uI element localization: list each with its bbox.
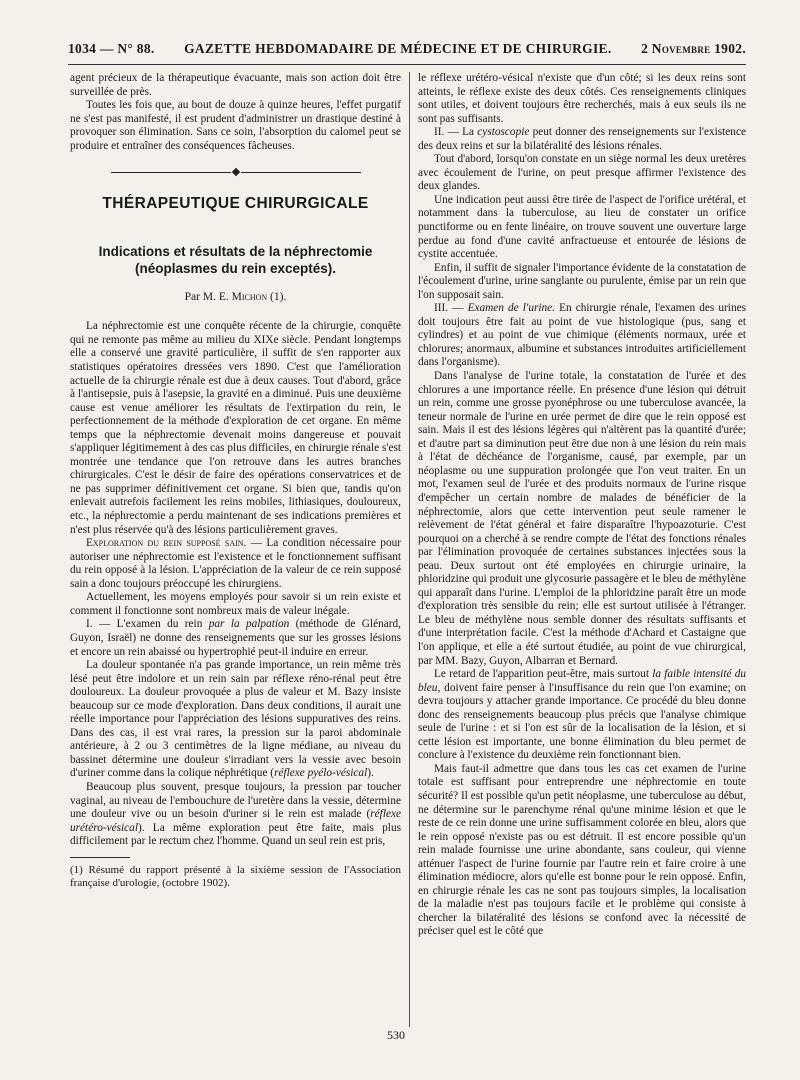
paragraph: Une indication peut aussi être tirée de l'aspect de l'orifice urétéral, et notamment dans la tuberculose, au lieu de constater un orifice punctiforme ou en fente linéaire, on trouve souvent une ouverture large perdue au fond d'une cavité anfractueuse et entourée de lésions de cystite accentuée. xyxy=(418,193,746,261)
paragraph: agent précieux de la thérapeutique évacuante, mais son action doit être surveillée de près. xyxy=(70,72,401,98)
paragraph: Dans l'analyse de l'urine totale, la constatation de l'urée et des chlorures a une importance réelle. En présence d'une lésion qui détruit un rein, comme une grosse pyonéphrose ou une tuberculose avancée, la teneur normale de l'urine en urée permet de dire que le rein opposé est sain. Mais il est des lésions légères qui n'altèrent pas la quantité d'urée; et d'autre part sa diminution peut être due non à une lésion du rein mais à l'état de déchéance de l'organisme, causé, par exemple, par un néoplasme ou une suppuration prolongée que l'on veut traiter. En un mot, l'examen seul de l'urée et des produits normaux de l'urine risque d'empêcher un certain nombre de malades de bénéficier de la néphrectomie, alors que cette intervention peut seule ramener le relèvement de l'état général et faire disparaître l'hypoazoturie. C'est pourquoi on a cherché à se rendre compte de l'état des fonctions rénales par l'élimination provoquée de certaines substances injectées sous la peau. Deux surtout ont été employées en chirurgie urinaire, la phloridzine qui produit une glycosurie passagère et le bleu de méthylène qui apparaît dans l'urine. L'emploi de la phloridzine paraît être un mode d'exploration très sensible du rein; elle est surtout utilisée à l'étranger. Le bleu de méthylène nous semble donner des résultats suffisants et d'une interprétation facile. C'est la méthode d'Achard et Castaigne que l'on applique, et elle a été surtout étudiée, au point de vue chirurgical, par MM. Bazy, Guyon, Albarran et Bernard. xyxy=(418,370,746,667)
running-header xyxy=(68,38,746,65)
issue-date: 2 Novembre 1902. xyxy=(641,41,746,56)
byline xyxy=(70,291,401,305)
paragraph: III. — Examen de l'urine. En chirurgie rénale, l'examen des urines doit toujours être fait au point de vue histologique (pus, sang et cylindres) et au point de vue chimique (éléments normaux, urée et chlorures; anormaux, albumine et substances introduites artificiellement dans l'organisme). xyxy=(418,302,747,369)
footnote-ref: (1). xyxy=(267,290,287,303)
page-issue: 1034 — N° 88. xyxy=(68,41,155,56)
paragraph: Tout d'abord, lorsqu'on constate en un siège normal les deux uretères avec écoulement de l'urine, on peut presque affirmer l'existence des deux glandes. xyxy=(418,153,746,193)
left-column xyxy=(70,72,401,890)
column-divider xyxy=(409,72,410,1027)
article-title-line-2: (néoplasmes du rein exceptés). xyxy=(134,260,337,276)
page-number: 530 xyxy=(387,1028,405,1042)
byline-prefix: Par M. E. xyxy=(184,290,232,303)
paragraph: Exploration du rein supposé sain. — La condition nécessaire pour autoriser une néphrectomie est l'existence et le fonctionnement suffisant du rein opposé à la lésion. L'appréciation de la valeur de ce rein supposé sain a donc toujours préoccupé les chirurgiens. xyxy=(70,537,401,590)
paragraph: Beaucoup plus souvent, presque toujours, la pression par toucher vaginal, au niveau de l'embouchure de l'uretère dans la vessie, détermine une douleur vive ou un besoin d'uriner si le rein est malade (réflexe urétéro-vésical). La même exploration peut être faite, mais plus difficilement par le rectum chez l'homme. Quand un seul rein est pris, xyxy=(70,780,401,848)
paragraph: Toutes les fois que, au bout de douze à quinze heures, l'effet purgatif ne s'est pas manifesté, il est prudent d'administrer un drastique destiné à provoquer son élimination. Sans ce soin, l'absorption du calomel peut se produire et entraîner des conséquences fâcheuses. xyxy=(70,99,401,152)
paragraph: Actuellement, les moyens employés pour savoir si un rein existe et comment il fonctionne sont nombreux mais de valeur inégale. xyxy=(70,591,401,617)
article-title-line-1: Indications et résultats de la néphrectomie xyxy=(98,243,373,259)
author-name: Michon xyxy=(231,290,268,303)
paragraph: La douleur spontanée n'a pas grande importance, un rein même très lésé peut être indolore et un rein sain par réflexe réno-rénal peut être douloureux. La douleur provoquée a plus de valeur et M. Bazy insiste beaucoup sur ce mode d'exploration. Dans deux conditions, il aurait une réelle importance pour l'appréciation des lésions suppuratives des reins. Dans des cas, il est vrai rares, la pression sur la paroi abdominale antérieure, à 2 ou 3 centimètres de la ligne médiane, au niveau du bassinet détermine une douleur s'irradiant vers la vessie avec besoin d'uriner comme dans la colique néphrétique (réflexe pyélo-vésical). xyxy=(70,659,401,780)
journal-title: GAZETTE HEBDOMADAIRE DE MÉDECINE ET DE CHIRURGIE. xyxy=(184,41,612,56)
right-column xyxy=(418,72,746,939)
section-ornament xyxy=(70,169,401,175)
paragraph: Enfin, il suffit de signaler l'importance évidente de la constatation de l'écoulement d'urine, urine sanglante ou purulente, émise par un rein que l'on supposait sain. xyxy=(418,261,746,301)
footnote-rule xyxy=(70,857,130,858)
paragraph: II. — La cystoscopie peut donner des renseignements sur l'existence des deux reins et sur la bilatéralité des lésions rénales. xyxy=(418,126,746,152)
paragraph: Le retard de l'apparition peut-être, mais surtout la faible intensité du bleu, doivent faire penser à l'insuffisance du rein que l'on examine; on devra toujours y attacher grande importance. Ce procédé du bleu donne donc des renseignements beaucoup plus précis que l'analyse chimique seule de l'urine : et si l'on est sûr de la localisation de la lésion, et si cette lésion est importante, une bonne élimination du bleu permet de conclure à l'existence du deuxième rein fonctionnant bien. xyxy=(418,668,747,762)
paragraph: Mais faut-il admettre que dans tous les cas cet examen de l'urine totale est suffisant pour entreprendre une néphrectomie en toute sécurité? Il est possible qu'un petit néoplasme, une tuberculose au début, ne détermine sur le parenchyme rénal qu'une minime lésion et que le reste de ce rein donne une urine suffisamment colorée en bleu, alors que le rein opposé n'existe pas ou est détruit. Il est encore possible qu'un rein malade fournisse une urine abondante, sans couleur, qui vienne atténuer l'aspect de l'urine fournie par l'autre rein et faire croire à une élimination médiocre, alors qu'elle est bonne pour le rein opposé. Enfin, en chirurgie rénale les cas ne sont pas toujours simples, la localisation de la maladie n'est pas toujours facile et le problème qui consiste à chercher la bilatéralité des lésions se confond avec la nécessité de préciser quel est le côté que xyxy=(418,762,746,938)
paragraph: La néphrectomie est une conquête récente de la chirurgie, conquête qui ne remonte pas même au milieu du XIXe siècle. Pendant longtemps elle a conservé une gravité particulière, il suffit de s'en rapporter aux statistiques opératoires dressées vers 1890. C'est que l'amélioration actuelle de la chirurgie rénale est due à deux causes. Tout d'abord, grâce à l'antisepsie, puis à l'asepsie, la gravité en a diminué. Puis une deuxième cause est venue améliorer les résultats de l'extirpation du rein, le perfectionnement de la méthode d'exploration de cet organe. En même temps que la néphrectomie devenait moins dangereuse et pouvait s'appliquer légitimement à des cas plus difficiles, en chirurgie rénale s'est montrée une tendance que l'on retrouve dans les autres branches chirurgicales. C'est le désir de faire des opérations conservatrices et de ne pas supprimer définitivement cet organe. Si bien que, tandis qu'on enlevait autrefois facilement les reins mobiles, lithiasiques, douloureux, etc., la néphrectomie a perdu maintenant de ses indications premières et n'est plus réservée qu'à des lésions particulièrement graves. xyxy=(70,320,401,536)
article-title xyxy=(70,243,401,277)
paragraph: le réflexe urétéro-vésical n'existe que d'un côté; si les deux reins sont atteints, le réflexe existe des deux côtés. Ces renseignements cliniques sont utiles, et doivent toujours être recherchés, mais à eux seuls ils ne sont pas suffisants. xyxy=(418,72,746,125)
paragraph: I. — L'examen du rein par la palpation (méthode de Glénard, Guyon, Israël) ne donne des renseignements que sur les grosses lésions et encore un rein abaissé ou hypertrophié peut-il induire en erreur. xyxy=(70,618,401,658)
section-title: THÉRAPEUTIQUE CHIRURGICALE xyxy=(102,195,369,213)
footnote: (1) Résumé du rapport présenté à la sixième session de l'Association française d'urologie, (octobre 1902). xyxy=(70,863,401,889)
subsection-heading: Exploration du rein supposé sain. xyxy=(86,537,247,550)
